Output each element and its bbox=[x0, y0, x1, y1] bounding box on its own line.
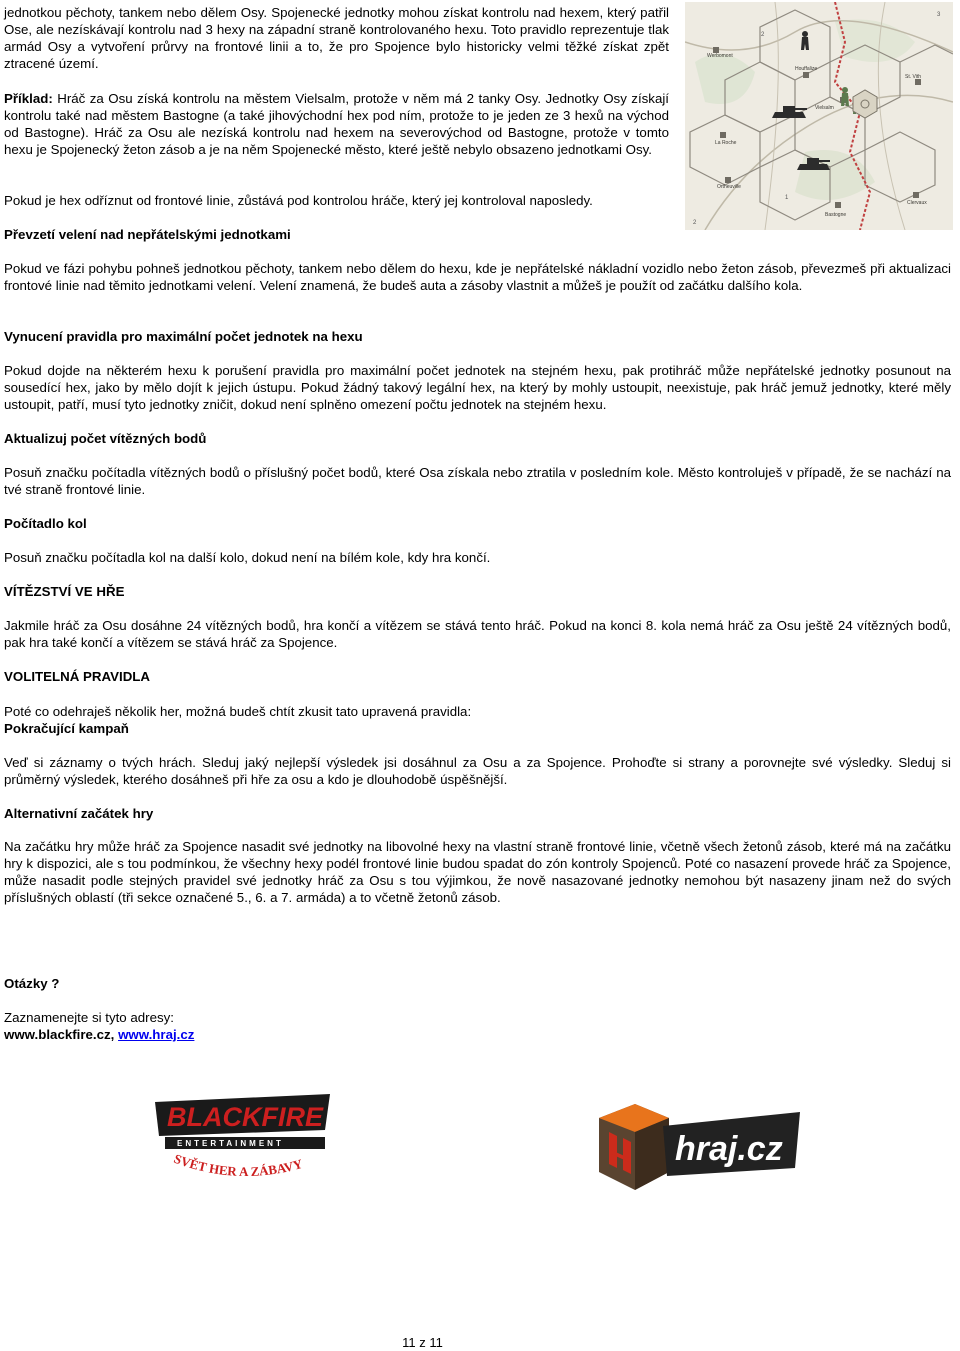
blackfire-subtitle: ENTERTAINMENT bbox=[177, 1139, 284, 1148]
blackfire-logo-drawing bbox=[155, 1090, 330, 1190]
map-label-bastogne: Bastogne bbox=[825, 212, 847, 218]
section-title-turn-counter: Počítadlo kol bbox=[4, 516, 87, 531]
map-label-houffalize: Houffalize bbox=[795, 66, 818, 72]
blackfire-wordmark: BLACKFIRE bbox=[167, 1102, 323, 1132]
hraj-site-link[interactable]: www.hraj.cz bbox=[118, 1027, 195, 1042]
section-text-stacking: Pokud dojde na některém hexu k porušení pravidla pro maximální počet jednotek na stejném hexu, pak protihráč může nepřátelské jednotky posunout na sousedící hex, jako by mělo dojít k jejich ústupu. Pokud žádný takový legální hex, na který by mohly ustoupit, neexistuje, pak hráč jemuž jednotky, které měly ustoupit, patří, musí tyto jednotky zničit, dokud není splněno omezení počtu jednotek na stejném hexu. bbox=[4, 363, 951, 412]
map-label-werbomont: Werbomont bbox=[707, 53, 733, 59]
section-text-campaign: Veď si záznamy o tvých hrách. Sleduj jaký nejlepší výsledek jsi dosáhnul za Osu a za Spojence. Prohoďte si strany a porovnejte své výsledky. Sleduj si průměrný výsledek, kterého dosáhneš při hře za osu a kdo je dlouhodobě úspěšnější. bbox=[4, 755, 951, 787]
example-label: Příklad: bbox=[4, 91, 53, 106]
blackfire-site-text: www.blackfire.cz bbox=[4, 1027, 111, 1042]
contact-sites bbox=[4, 1026, 951, 1043]
cutoff-paragraph: Pokud je hex odříznut od frontové linie, zůstává pod kontrolou hráče, který jej kontroloval naposledy. bbox=[4, 193, 593, 208]
questions-title: Otázky ? bbox=[4, 976, 60, 991]
subsection-title-campaign: Pokračující kampaň bbox=[4, 721, 129, 736]
section-title-alt-start: Alternativní začátek hry bbox=[4, 806, 154, 821]
map-label-clervaux: Clervaux bbox=[907, 200, 927, 206]
section-text-victory-points: Posuň značku počítadla vítězných bodů o příslušný počet bodů, které Osa získala nebo ztratila v posledním kole. Město kontroluješ v případě, že se nachází na tvé straně frontové linie. bbox=[4, 465, 951, 497]
svg-text:1: 1 bbox=[785, 195, 789, 201]
page-number: 11 z 11 bbox=[402, 1335, 443, 1350]
example-paragraph bbox=[4, 90, 669, 158]
map-label-st-vith: St. Vith bbox=[905, 74, 922, 80]
hraj-wordmark: hraj.cz bbox=[675, 1130, 783, 1168]
intro-paragraph: jednotkou pěchoty, tankem nebo dělem Osy. Spojenecké jednotky mohou získat kontrolu nad hexem, který patřil Ose, ale nezískávají kontrolu nad 3 hexy na západní straně kontrolovaného hexu. Toto pravidlo reprezentuje tlak armád Osy a vytvoření průrvy na frontové linii a to, že pro Spojence bylo historicky velmi těžké získat zpět ztracené území. bbox=[4, 5, 669, 71]
section-title-stacking: Vynucení pravidla pro maximální počet jednotek na hexu bbox=[4, 329, 363, 344]
blackfire-slogan: SVĚT HER A ZÁBAVY bbox=[171, 1150, 305, 1180]
hraj-logo bbox=[595, 1098, 800, 1194]
map-label-ortheuville: Ortheuville bbox=[717, 184, 741, 190]
section-title-victory-points: Aktualizuj počet vítězných bodů bbox=[4, 431, 207, 446]
section-title-optional-rules: VOLITELNÁ PRAVIDLA bbox=[4, 669, 151, 684]
contact-line: Zaznamenejte si tyto adresy: bbox=[4, 1010, 174, 1025]
blackfire-logo bbox=[155, 1090, 330, 1190]
svg-text:2: 2 bbox=[761, 32, 765, 38]
section-text-alt-start: Na začátku hry může hráč za Spojence nasadit své jednotky na libovolné hexy na vlastní straně frontové linie, včetně všech žetonů zásob, které má na začátku hry k dispozici, ale s tou podmínkou, že všechny hexy podél frontové linie budou spadat do zón kontroly Spojenců. Poté co nasazení provede hráč za Spojence, může nasadit podle stejných pravidel své jednotky hráč za Osu s tou výjimkou, že nově nasazované jednotky nemohou být nasazeny jinam než do svých příslušných oblastí (tři sekce označené 5., 6. a 7. armáda) a to včetně žetonů zásob. bbox=[4, 839, 951, 905]
section-text-victory: Jakmile hráč za Osu dosáhne 24 vítězných bodů, hra končí a vítězem se stává tento hráč. Pokud na konci 8. kola nemá hráč za Osu ještě 24 vítězných bodů, pak hra také končí a vítězem se stává hráč za Spojence. bbox=[4, 618, 951, 650]
section-text-command: Pokud ve fázi pohybu pohneš jednotkou pěchoty, tankem nebo dělem do hexu, kde je nepřátelské nákladní vozidlo nebo žeton zásob, převezmeš při aktualizaci frontové linie nad těmito jednotkami velení. Velení znamená, že budeš auta a zásoby vlastnit a můžeš je použít od začátku dalšího kola. bbox=[4, 261, 951, 293]
optional-rules-intro: Poté co odehraješ několik her, možná budeš chtít zkusit tato upravená pravidla: bbox=[4, 704, 472, 719]
section-title-command: Převzetí velení nad nepřátelskými jednotkami bbox=[4, 227, 291, 242]
map-drawing bbox=[685, 2, 953, 230]
section-title-victory: VÍTĚZSTVÍ VE HŘE bbox=[4, 584, 125, 599]
game-map-image bbox=[685, 2, 953, 230]
map-label-la-roche: La Roche bbox=[715, 140, 737, 146]
map-label-vielsalm: Vielsalm bbox=[815, 105, 834, 111]
hraj-logo-drawing bbox=[595, 1098, 800, 1194]
svg-text:2: 2 bbox=[693, 220, 697, 226]
example-text: Hráč za Osu získá kontrolu na městem Vielsalm, protože v něm má 2 tanky Osy. Jednotky Osy získají kontrolu také nad městem Bastogne (a také jihovýchodní hex pod ním, protože to je jeden ze 3 hexů na východ od Bastogne). Hráč za Osu ale nezíská kontrolu nad hexem na severovýchod od Bastogne, protože v tomto hexu je Spojenecký žeton zásob a je na něm Spojenecké město, které ještě nebylo obsazeno jednotkami Osy. bbox=[4, 91, 669, 157]
site-separator: , bbox=[110, 1027, 119, 1042]
svg-text:3: 3 bbox=[937, 12, 941, 18]
section-text-turn-counter: Posuň značku počítadla kol na další kolo, dokud není na bílém kole, kdy hra končí. bbox=[4, 550, 491, 565]
